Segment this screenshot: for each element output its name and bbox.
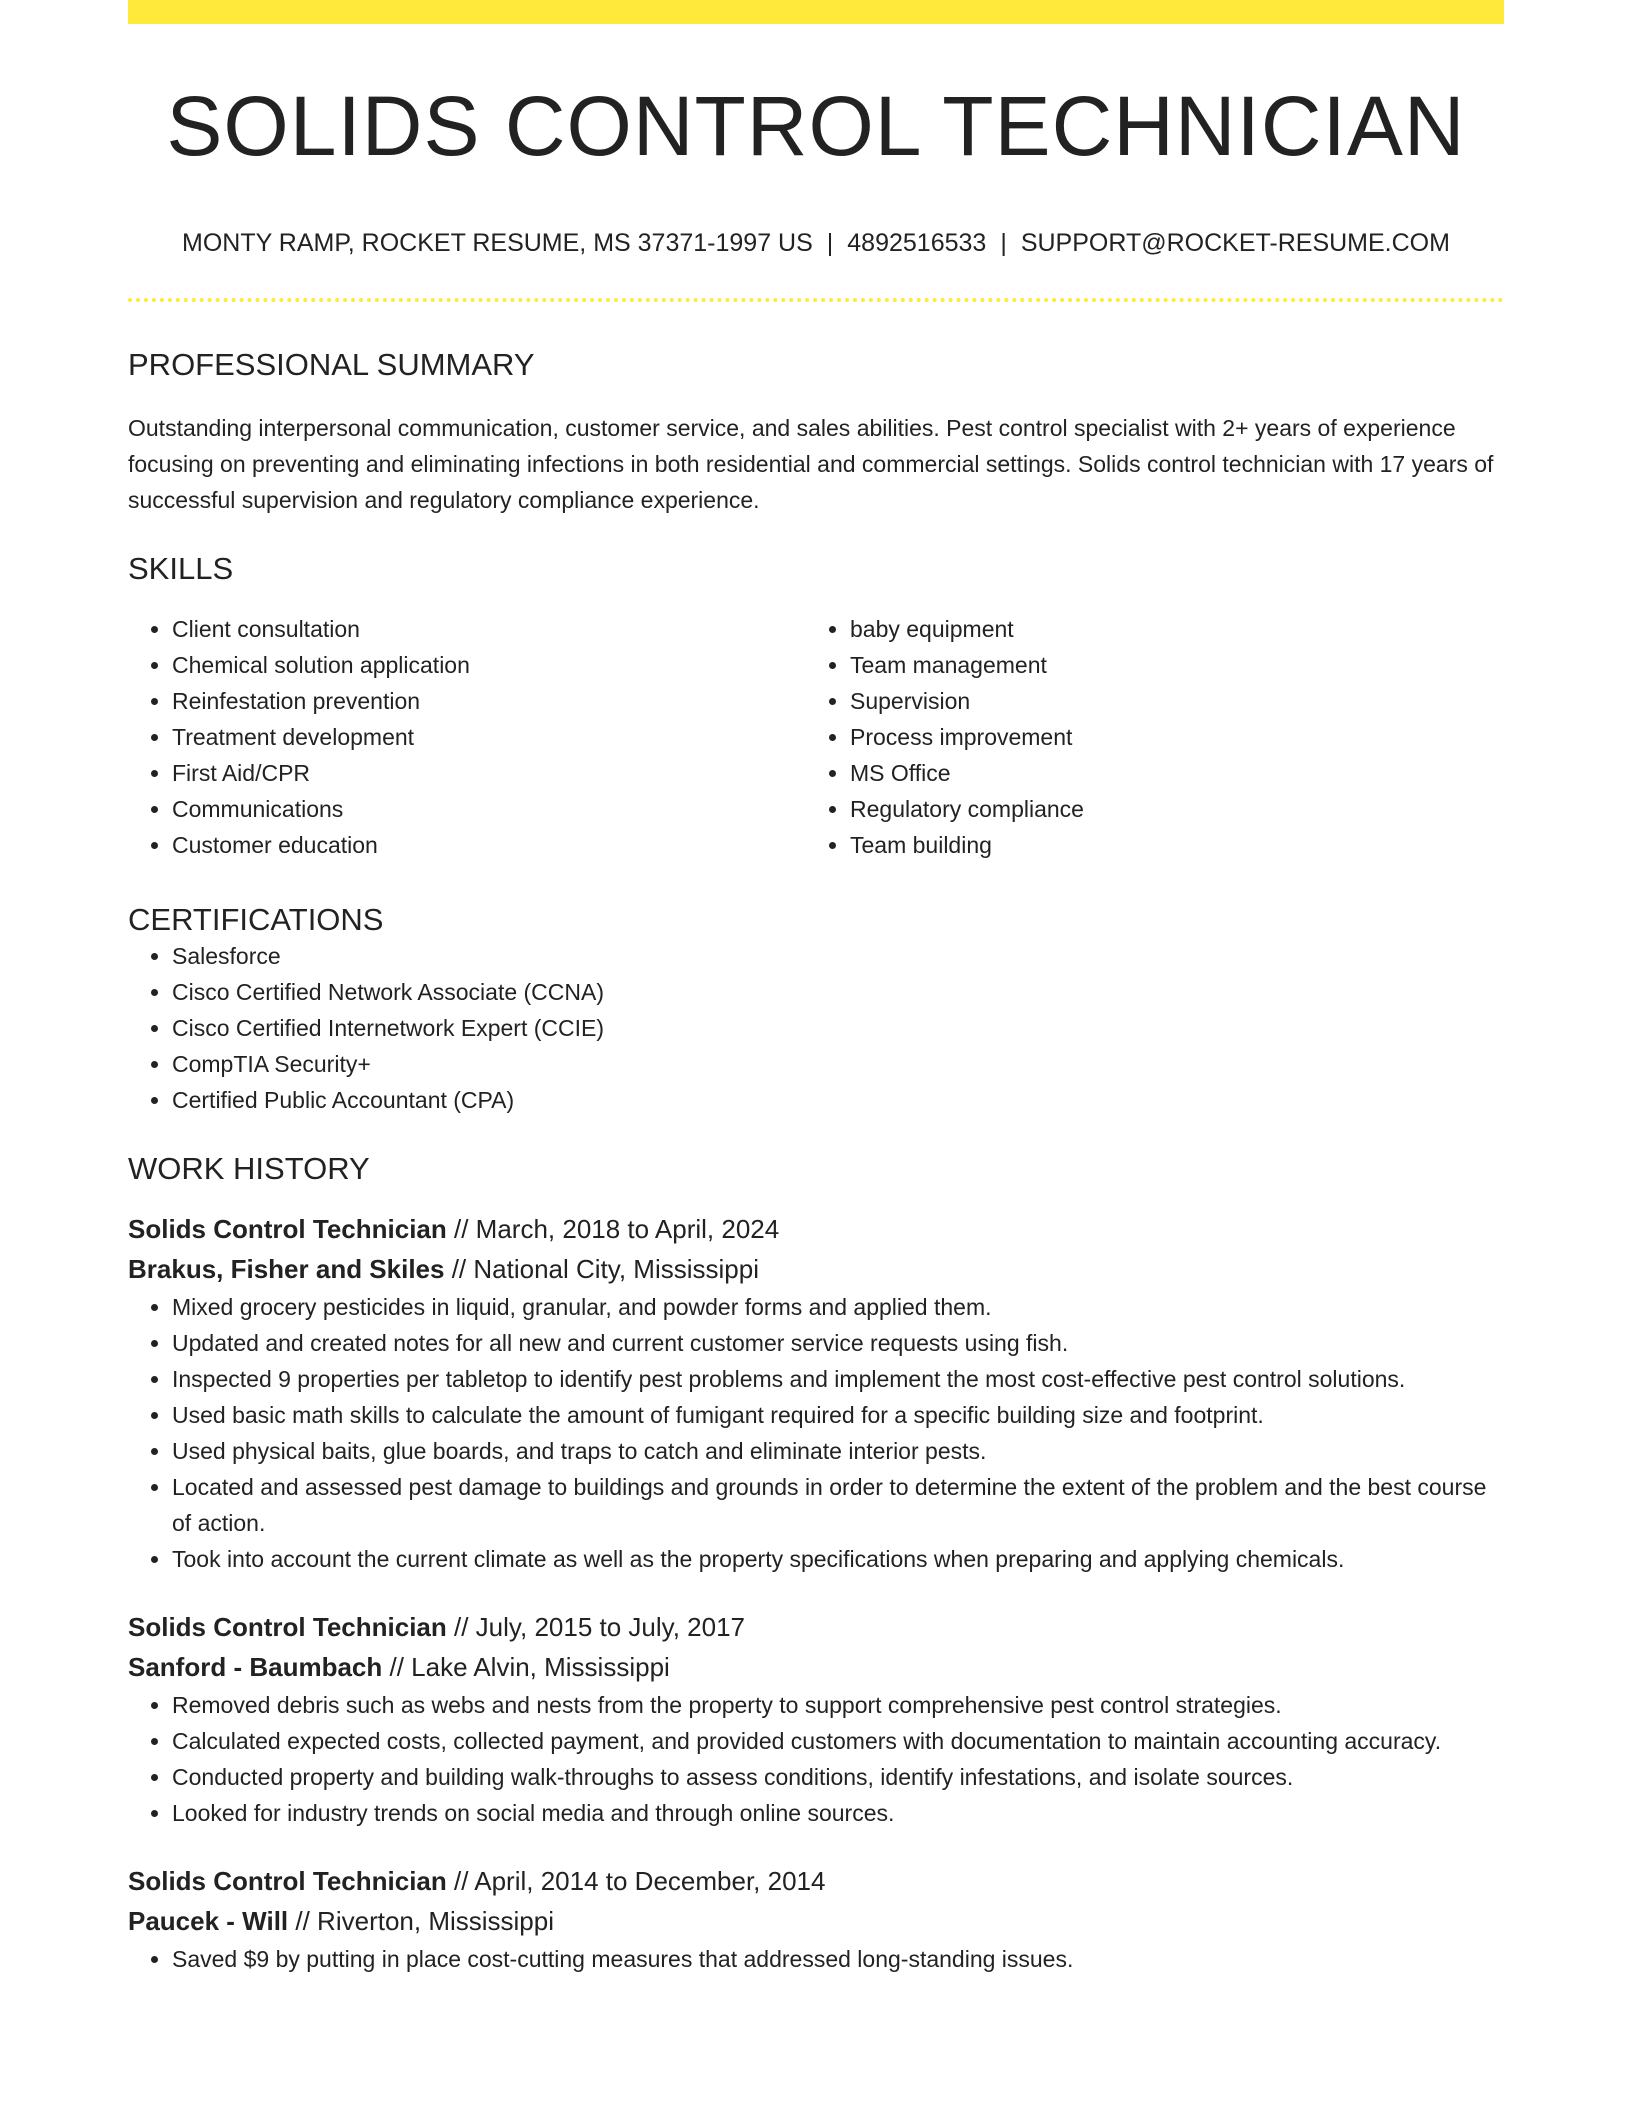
job-duty: • Saved $9 by putting in place cost-cutting measures that addressed long-standing issues. bbox=[172, 1941, 1504, 1977]
skill-item: • Reinfestation prevention bbox=[172, 683, 806, 719]
contact-phone: 4892516533 bbox=[847, 229, 987, 258]
contact-separator: | bbox=[1000, 229, 1007, 258]
job-company: Brakus, Fisher and Skiles bbox=[128, 1254, 445, 1285]
skill-item: • Regulatory compliance bbox=[850, 791, 1484, 827]
job-duty: • Used physical baits, glue boards, and traps to catch and eliminate interior pests. bbox=[172, 1433, 1504, 1469]
job-duties bbox=[128, 1289, 1504, 1577]
skills-heading: SKILLS bbox=[128, 550, 234, 586]
job-dates: // March, 2018 to April, 2024 bbox=[454, 1214, 780, 1245]
job-duty: • Removed debris such as webs and nests from the property to support comprehensive pest control strategies. bbox=[172, 1687, 1504, 1723]
job-entry bbox=[128, 1209, 1504, 1577]
job-company: Sanford - Baumbach bbox=[128, 1652, 383, 1683]
certifications-list bbox=[128, 938, 1504, 1118]
skill-item: • baby equipment bbox=[850, 611, 1484, 647]
skills-right-column bbox=[806, 611, 1484, 863]
skill-item: • Process improvement bbox=[850, 719, 1484, 755]
summary-text: Outstanding interpersonal communication, customer service, and sales abilities. Pest control specialist with 2+ years of experience focusing on preventing and eliminating infections in both residential and commercial settings. Solids control technician with 17 years of successful supervision and regulatory compliance experience. bbox=[128, 414, 1494, 513]
certification-item: • Cisco Certified Network Associate (CCNA) bbox=[172, 974, 1504, 1010]
certification-item: • CompTIA Security+ bbox=[172, 1046, 1504, 1082]
skill-item: • Chemical solution application bbox=[172, 647, 806, 683]
job-title: Solids Control Technician bbox=[128, 1866, 447, 1897]
job-duty: • Took into account the current climate as well as the property specifications when preparing and applying chemicals. bbox=[172, 1541, 1504, 1577]
job-company-line bbox=[128, 1647, 1504, 1687]
accent-top-bar bbox=[128, 0, 1504, 24]
contact-separator: | bbox=[826, 229, 834, 258]
contact-address: MONTY RAMP, ROCKET RESUME, MS 37371-1997 US bbox=[182, 229, 813, 258]
summary-heading: PROFESSIONAL SUMMARY bbox=[128, 347, 535, 383]
skill-item: • Customer education bbox=[172, 827, 806, 863]
contact-line bbox=[128, 228, 1504, 258]
certification-item: • Certified Public Accountant (CPA) bbox=[172, 1082, 1504, 1118]
job-duty: • Mixed grocery pesticides in liquid, granular, and powder forms and applied them. bbox=[172, 1289, 1504, 1325]
job-dates: // July, 2015 to July, 2017 bbox=[454, 1612, 746, 1643]
resume-title: SOLIDS CONTROL TECHNICIAN bbox=[166, 79, 1466, 173]
job-duties bbox=[128, 1687, 1504, 1831]
skill-item: • Team management bbox=[850, 647, 1484, 683]
job-entry bbox=[128, 1861, 1504, 1977]
certifications-heading: CERTIFICATIONS bbox=[128, 901, 384, 937]
job-title-line bbox=[128, 1607, 1504, 1647]
resume-content bbox=[128, 24, 1504, 1977]
job-duty: • Located and assessed pest damage to buildings and grounds in order to determine the extent of the problem and the best course of action. bbox=[172, 1469, 1504, 1541]
skills-left-column bbox=[128, 611, 806, 863]
job-company-line bbox=[128, 1249, 1504, 1289]
contact-email: SUPPORT@ROCKET-RESUME.COM bbox=[1020, 229, 1450, 258]
job-location: // National City, Mississippi bbox=[451, 1254, 759, 1285]
job-entry bbox=[128, 1607, 1504, 1831]
job-duty: • Looked for industry trends on social media and through online sources. bbox=[172, 1795, 1504, 1831]
job-title-line bbox=[128, 1861, 1504, 1901]
job-title-line bbox=[128, 1209, 1504, 1249]
job-dates: // April, 2014 to December, 2014 bbox=[454, 1866, 826, 1897]
job-duties bbox=[128, 1941, 1504, 1977]
skill-item: • Supervision bbox=[850, 683, 1484, 719]
job-location: // Lake Alvin, Mississippi bbox=[389, 1652, 670, 1683]
skill-item: • Client consultation bbox=[172, 611, 806, 647]
work-history-heading: WORK HISTORY bbox=[128, 1150, 370, 1186]
skill-item: • Communications bbox=[172, 791, 806, 827]
dotted-divider bbox=[128, 298, 1504, 302]
certification-item: • Cisco Certified Internetwork Expert (CCIE) bbox=[172, 1010, 1504, 1046]
job-duty: • Conducted property and building walk-throughs to assess conditions, identify infestations, and isolate sources. bbox=[172, 1759, 1504, 1795]
skill-item: • First Aid/CPR bbox=[172, 755, 806, 791]
skills-columns bbox=[128, 611, 1504, 863]
skill-item: • Treatment development bbox=[172, 719, 806, 755]
job-title: Solids Control Technician bbox=[128, 1612, 447, 1643]
job-company-line bbox=[128, 1901, 1504, 1941]
certification-item: • Salesforce bbox=[172, 938, 1504, 974]
job-company: Paucek - Will bbox=[128, 1906, 289, 1937]
skill-item: • MS Office bbox=[850, 755, 1484, 791]
job-duty: • Updated and created notes for all new and current customer service requests using fish. bbox=[172, 1325, 1504, 1361]
job-duty: • Used basic math skills to calculate the amount of fumigant required for a specific building size and footprint. bbox=[172, 1397, 1504, 1433]
job-duty: • Calculated expected costs, collected payment, and provided customers with documentation to maintain accounting accuracy. bbox=[172, 1723, 1504, 1759]
job-location: // Riverton, Mississippi bbox=[295, 1906, 555, 1937]
job-title: Solids Control Technician bbox=[128, 1214, 447, 1245]
job-duty: • Inspected 9 properties per tabletop to identify pest problems and implement the most cost-effective pest control solutions. bbox=[172, 1361, 1504, 1397]
skill-item: • Team building bbox=[850, 827, 1484, 863]
